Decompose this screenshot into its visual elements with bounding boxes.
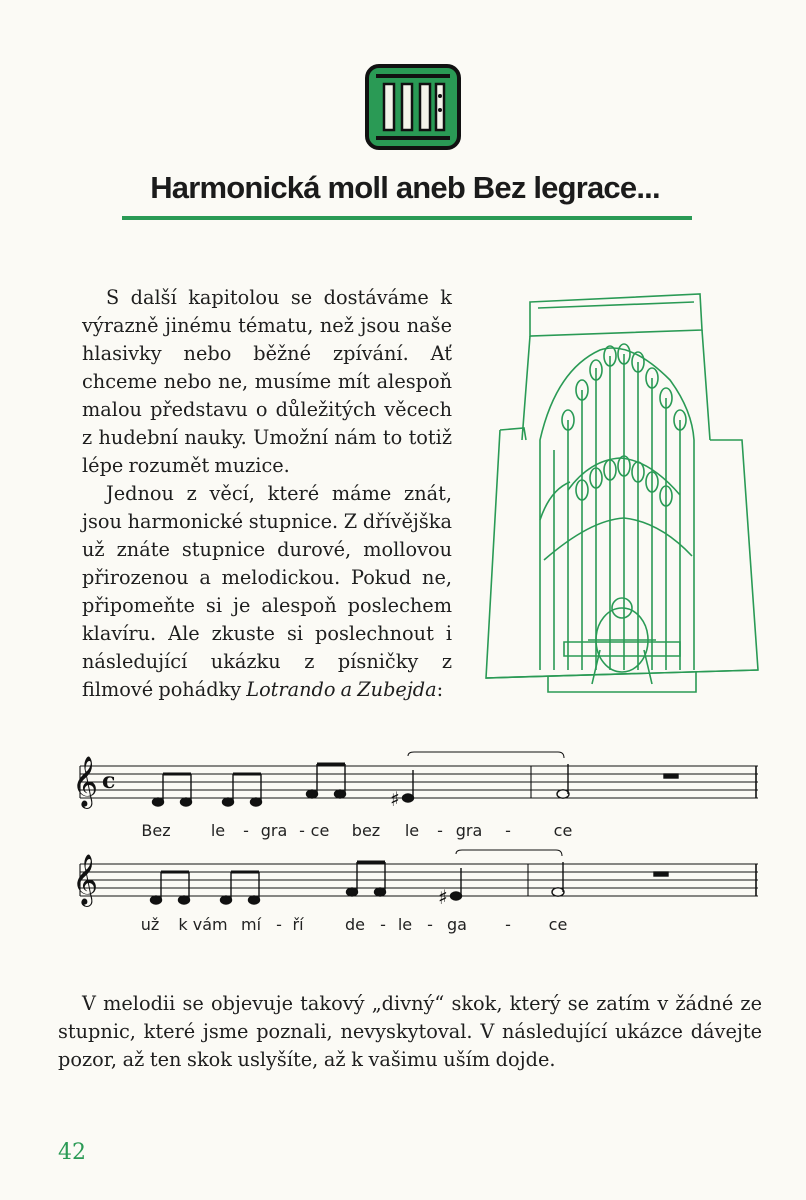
lyric-syllable: - (243, 821, 249, 840)
roman-numeral-iii-badge-icon (364, 62, 462, 152)
intro-paragraph-1: S další kapitolou se dostáváme k výrazně jinému tématu, než jsou naše hlasivky nebo běžné zpívání. Ať chceme nebo ne, musíme mít alespoň malou představu o důležitých věcech z hudební nauky. Umožní nám to totiž lépe rozumět muzice. (82, 286, 452, 477)
lyric-syllable: le (404, 821, 420, 840)
title-rule (122, 216, 692, 220)
lyric-syllable: ce (553, 821, 573, 840)
paragraph-2-text: Jednou z věcí, které máme znát, jsou harmonické stupnice. Z dřívějška už znáte stupnice durové, mollovou přirozenou a melodickou. Pokud ne, připomeňte si je alespoň poslechem klavíru. Ale zkuste si poslechnout i následující ukázku z písničky z filmové pohádky (82, 482, 452, 701)
lyric-syllable: Bez (141, 821, 171, 840)
lyric-syllable: - (299, 821, 305, 840)
lyric-syllable: - (427, 915, 433, 934)
lyric-syllable: k vám (178, 915, 228, 934)
lyric-syllable: už (140, 915, 160, 934)
paragraph-2-end: : (436, 678, 444, 701)
intro-paragraph-2 (82, 480, 452, 704)
lyric-syllable: le (210, 821, 226, 840)
lyric-syllable: bez (351, 821, 381, 840)
lyric-syllable: - (505, 915, 511, 934)
film-title: Lotrando a Zubejda (246, 678, 437, 701)
lyric-syllable: gra (455, 821, 483, 840)
page-number: 42 (58, 1140, 86, 1165)
lyric-syllable: ří (292, 915, 304, 934)
treble-clef-icon: 𝄞 (72, 854, 99, 905)
lyric-syllable: - (437, 821, 443, 840)
lyric-syllable: gra (260, 821, 288, 840)
lyric-syllable: ce (548, 915, 568, 934)
pipe-organ-with-organist-icon (480, 290, 760, 700)
lyric-syllable: ga (447, 915, 467, 934)
svg-text:♯: ♯ (438, 885, 448, 909)
lyric-syllable: - (276, 915, 282, 934)
lyric-syllable: - (505, 821, 511, 840)
intro-text (82, 284, 452, 704)
treble-clef-icon: 𝄞 (72, 756, 99, 807)
svg-text:♯: ♯ (390, 787, 400, 811)
chapter-title: Harmonická moll aneb Bez legrace... (150, 170, 660, 205)
lyric-syllable: mí (240, 915, 262, 934)
time-signature: c (102, 768, 116, 794)
lyric-syllable: - (380, 915, 386, 934)
lyric-syllable: ce (310, 821, 330, 840)
closing-paragraph: V melodii se objevuje takový „divný“ skok, který se zatím v žádné ze stupnic, které jsme poznali, nevyskytoval. V následující ukázce dávejte pozor, až ten skok uslyšíte, až k vašimu uším dojde. (58, 992, 762, 1071)
lyric-syllable: le (397, 915, 413, 934)
lyric-syllable: de (345, 915, 365, 934)
